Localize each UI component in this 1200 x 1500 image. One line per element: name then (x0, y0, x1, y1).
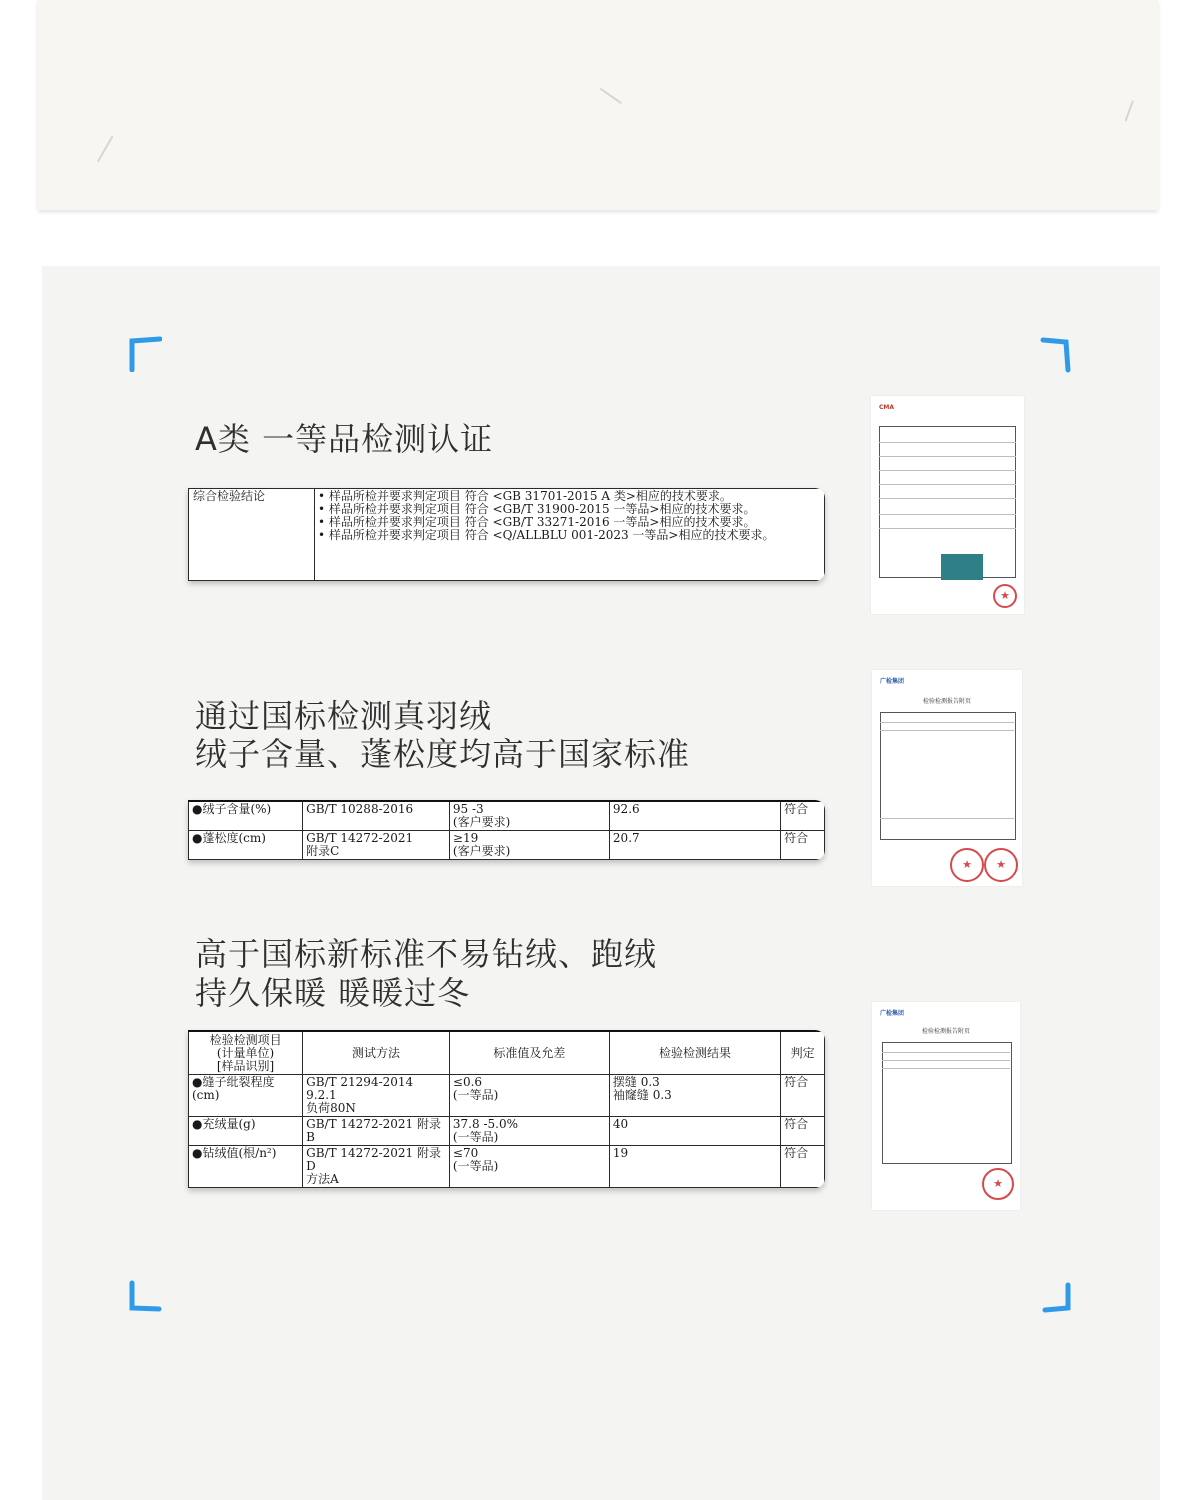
test-method (303, 1146, 450, 1188)
test-item-line: ●钻绒值(根/n²) (192, 1146, 277, 1160)
down-content-table (188, 800, 825, 860)
cert-conclusion-table (188, 488, 825, 581)
standard-value-note: (客户要求) (452, 844, 511, 858)
cert-conclusion-label: 综合检验结论 (189, 489, 315, 581)
header-item (189, 1031, 303, 1075)
report-line (882, 1068, 1010, 1069)
test-method-note: 负荷80N (306, 1101, 356, 1115)
test-result-line: 19 (612, 1146, 629, 1160)
test-method (303, 831, 450, 860)
test-result-line: 40 (612, 1117, 629, 1131)
section-c-title-line-2: 持久保暖 暖暖过冬 (195, 974, 471, 1012)
top-paper-card (38, 0, 1158, 210)
report-line (879, 514, 1016, 515)
test-item-line: ●缝子纰裂程度 (192, 1075, 275, 1089)
test-method-line: GB/T 14272-2021 附录B (306, 1117, 441, 1144)
section-c-title-line-1: 高于国标新标准不易钻绒、跑绒 (195, 935, 658, 973)
standard-value-note: (客户要求) (452, 815, 511, 829)
test-item: ●蓬松度(cm) (189, 831, 303, 860)
test-result: 20.7 (609, 831, 780, 860)
fabric-sample-image (941, 554, 983, 580)
cert-conclusion-line: • 样品所检并要求判定项目 符合 <GB/T 33271-2016 一等品>相应的技术要求。 (318, 515, 756, 529)
official-seal (984, 848, 1018, 882)
standard-value (449, 1075, 609, 1117)
table-row (189, 801, 825, 831)
corner-bracket-bottom-right (1040, 1282, 1070, 1312)
header-standard: 标准值及允差 (449, 1031, 609, 1075)
report-line (879, 442, 1016, 443)
test-method: GB/T 10288-2016 (303, 801, 450, 831)
test-report-thumbnail-3 (872, 1002, 1020, 1210)
report-line (879, 498, 1016, 499)
header-method: 测试方法 (303, 1031, 450, 1075)
report-title: 检验检测报告附页 (922, 698, 971, 705)
test-report-thumbnail-1 (871, 396, 1024, 614)
test-method-line: GB/T 14272-2021 附录D (306, 1146, 441, 1173)
test-item (189, 1146, 303, 1188)
header-item-line: 检验检测项目 (209, 1032, 282, 1047)
test-result-line: 摆缝 0.3 (612, 1075, 660, 1089)
report-form-box (880, 712, 1016, 840)
test-item-line: ●充绒量(g) (192, 1117, 256, 1131)
test-item-unit: (cm) (192, 1088, 220, 1102)
standard-value-line: ≥19 (452, 831, 479, 845)
test-result (609, 1146, 780, 1188)
test-item (189, 1075, 303, 1117)
report-line (879, 456, 1016, 457)
cert-conclusion-lines (315, 489, 825, 581)
standard-value (449, 1146, 609, 1188)
test-method (303, 1075, 450, 1117)
test-method-note: 方法A (306, 1172, 339, 1186)
table-row (189, 1146, 825, 1188)
standard-value-line: 95 -3 (452, 802, 484, 816)
corner-bracket-top-left (128, 336, 158, 366)
standard-value-line: ≤70 (452, 1146, 479, 1160)
verdict: 符合 (781, 1146, 825, 1188)
test-method (303, 1117, 450, 1146)
report-line (880, 730, 1014, 731)
report-line (879, 484, 1016, 485)
table-row (189, 1117, 825, 1146)
report-line (882, 1052, 1010, 1053)
header-result: 检验检测结果 (609, 1031, 780, 1075)
test-item (189, 1117, 303, 1146)
corner-bracket-top-right (1040, 336, 1070, 366)
report-line (880, 722, 1014, 723)
header-verdict: 判定 (781, 1031, 825, 1075)
paper-fleck (600, 88, 622, 104)
standard-value-note: (一等品) (452, 1159, 499, 1173)
standard-value-line: 37.8 -5.0% (452, 1117, 518, 1131)
report-logo: 广检集团 (880, 678, 905, 685)
official-seal (982, 1168, 1014, 1200)
section-b-title-line-2: 绒子含量、蓬松度均高于国家标准 (195, 735, 691, 773)
test-method-line: GB/T 14272-2021 (306, 831, 414, 845)
standard-value-note: (一等品) (452, 1130, 499, 1144)
cert-conclusion-line: • 样品所检并要求判定项目 符合 <GB/T 31900-2015 一等品>相应的技术要求。 (318, 502, 756, 516)
report-logo: CMA (879, 404, 895, 411)
test-result (609, 1075, 780, 1117)
test-result (609, 1117, 780, 1146)
test-item: ●绒子含量(%) (189, 801, 303, 831)
section-a-title: A类 一等品检测认证 (195, 420, 494, 458)
table-row (189, 831, 825, 860)
report-line (879, 528, 1016, 529)
verdict: 符合 (781, 801, 825, 831)
verdict: 符合 (781, 831, 825, 860)
standard-value (449, 1117, 609, 1146)
report-logo: 广检集团 (880, 1010, 905, 1017)
test-method-line: GB/T 21294-2014 9.2.1 (306, 1075, 414, 1102)
report-line (882, 1060, 1010, 1061)
test-report-thumbnail-2 (872, 670, 1022, 886)
cert-conclusion-line: • 样品所检并要求判定项目 符合 <Q/ALLBLU 001-2023 一等品>相应的技术要求。 (318, 528, 775, 542)
cert-conclusion-line: • 样品所检并要求判定项目 符合 <GB 31701-2015 A 类>相应的技术要求。 (318, 489, 732, 503)
test-result-line: 袖窿缝 0.3 (612, 1088, 672, 1102)
seam-fill-table (188, 1030, 825, 1188)
report-line (879, 470, 1016, 471)
standard-value-note: (一等品) (452, 1088, 499, 1102)
header-item-sample: [样品识别] (216, 1058, 275, 1073)
verdict: 符合 (781, 1075, 825, 1117)
table-header-row (189, 1031, 825, 1075)
test-result: 92.6 (609, 801, 780, 831)
paper-fleck (97, 135, 113, 162)
report-title: 检验检测报告附页 (921, 1028, 970, 1035)
standard-value (449, 831, 609, 860)
official-seal (993, 584, 1017, 608)
section-b-title-line-1: 通过国标检测真羽绒 (195, 697, 493, 735)
official-seal (950, 848, 984, 882)
verdict: 符合 (781, 1117, 825, 1146)
report-line (880, 818, 1014, 819)
standard-value (449, 801, 609, 831)
table-row (189, 1075, 825, 1117)
corner-bracket-bottom-left (128, 1280, 158, 1310)
test-method-note: 附录C (306, 844, 340, 858)
header-item-unit: (计量单位) (216, 1045, 275, 1060)
standard-value-line: ≤0.6 (452, 1075, 483, 1089)
paper-fleck (1125, 100, 1134, 121)
